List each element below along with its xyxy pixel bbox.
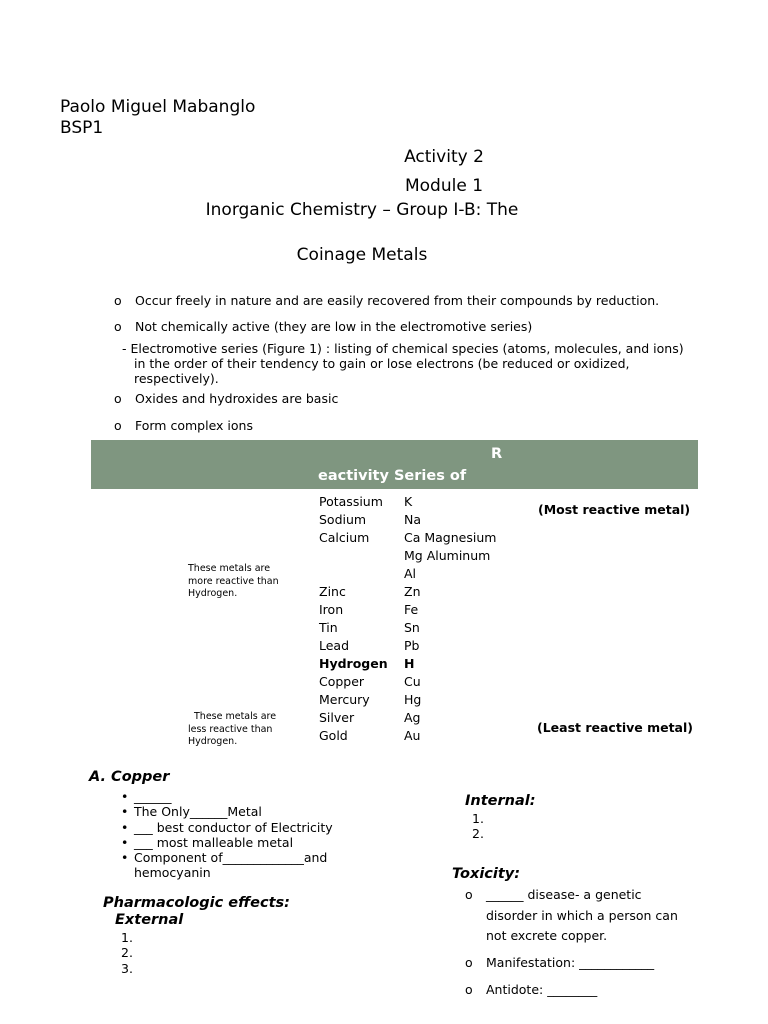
metal-symbol: Fe	[404, 602, 419, 617]
note-line: less reactive than	[188, 723, 273, 735]
metal-symbol: K	[404, 494, 413, 509]
definition-line: respectively).	[134, 371, 219, 386]
internal-heading: Internal:	[465, 793, 536, 809]
copper-list	[121, 789, 333, 881]
bullet-marker: o	[465, 982, 473, 997]
list-item-text: ___ most malleable metal	[134, 834, 294, 850]
list-item	[121, 789, 333, 804]
author-name: Paolo Miguel Mabanglo	[60, 97, 256, 117]
metal-name-column	[319, 493, 388, 745]
most-reactive-label: (Most reactive metal)	[538, 502, 691, 517]
internal-list	[472, 811, 484, 842]
bullet-dot-icon: •	[121, 789, 129, 804]
metal-symbol: Cu	[404, 674, 421, 689]
list-item	[121, 835, 333, 850]
bullet-text: Form complex ions	[135, 418, 253, 433]
note-line: Hydrogen.	[188, 588, 238, 599]
list-item	[121, 804, 333, 819]
metal-name	[319, 547, 388, 565]
class-section: BSP1	[60, 118, 104, 138]
metal-name: Zinc	[319, 584, 346, 599]
metal-name: Calcium	[319, 530, 370, 545]
metal-name: Sodium	[319, 512, 367, 527]
toxicity-text: Manifestation: ____________	[486, 955, 655, 970]
list-item-text: ______	[134, 789, 172, 804]
more-reactive-note	[188, 563, 279, 601]
bullet-marker: o	[114, 319, 122, 334]
note-line: more reactive than	[188, 575, 279, 587]
bullet-marker: o	[465, 955, 473, 970]
external-heading: External	[115, 912, 184, 928]
external-list	[121, 930, 133, 976]
bullet-text: Not chemically active (they are low in the electromotive series)	[135, 319, 533, 334]
list-item: 1.	[472, 811, 484, 826]
toxicity-text: ______ disease- a genetic disorder in which a person can not excrete copper.	[486, 887, 678, 943]
list-item	[121, 820, 333, 835]
metal-name: Iron	[319, 602, 344, 617]
copper-heading: A. Copper	[89, 769, 170, 785]
list-item	[121, 850, 333, 865]
note-line: These metals are	[188, 563, 271, 574]
pharmacologic-heading: Pharmacologic effects:	[103, 895, 290, 911]
bullet-marker: o	[465, 887, 473, 902]
metal-symbol: Zn	[404, 584, 421, 599]
bullet-marker: o	[114, 418, 122, 433]
metal-symbol: Hg	[404, 692, 422, 707]
metal-name: Hydrogen	[319, 656, 388, 671]
metal-name: Tin	[319, 620, 338, 635]
metal-symbol: Ca Magnesium	[404, 530, 497, 545]
bullet-dot-icon: •	[121, 804, 129, 820]
bullet-dot-icon: •	[121, 850, 129, 866]
bullet-text: Occur freely in nature and are easily recovered from their compounds by reduction.	[135, 293, 660, 308]
metal-symbol: Pb	[404, 638, 420, 653]
toxicity-text: Antidote: ________	[486, 982, 598, 997]
metal-name	[319, 565, 388, 583]
metal-name: Lead	[319, 638, 350, 653]
list-item: 2.	[121, 945, 133, 961]
least-reactive-label: (Least reactive metal)	[537, 720, 693, 735]
definition-line: - Electromotive series (Figure 1) : listing of chemical species (atoms, molecules, and ions)	[122, 341, 684, 356]
metal-name: Copper	[319, 674, 365, 689]
less-reactive-note	[188, 711, 276, 749]
metal-symbol-column	[404, 493, 496, 745]
metal-symbol: Ag	[404, 710, 421, 725]
metal-symbol: Al	[404, 566, 417, 581]
list-item-text: Component of_____________and	[134, 850, 328, 866]
topic-title: Coinage Metals	[296, 245, 428, 265]
bullet-dot-icon: •	[121, 834, 129, 850]
banner-initial: R	[491, 446, 503, 462]
metal-symbol: Au	[404, 728, 421, 743]
electromotive-definition	[122, 341, 702, 386]
metal-name: Gold	[319, 728, 348, 743]
list-item: 1.	[121, 930, 133, 945]
bullet-dot-icon: •	[121, 819, 129, 835]
subject-title: Inorganic Chemistry – Group I-B: The	[205, 200, 519, 220]
list-item: 2.	[472, 826, 484, 842]
list-item-text: hemocyanin	[134, 865, 211, 881]
reactivity-banner	[91, 440, 698, 489]
bullet-text: Oxides and hydroxides are basic	[135, 391, 339, 406]
metal-name: Mercury	[319, 692, 370, 707]
list-item-text: ___ best conductor of Electricity	[134, 819, 333, 835]
bullet-marker: o	[114, 293, 122, 308]
metal-symbol: Sn	[404, 620, 420, 635]
banner-title: eactivity Series of	[318, 468, 467, 484]
list-item-continuation	[121, 865, 333, 880]
activity-title: Activity 2	[404, 147, 484, 167]
metal-name: Potassium	[319, 494, 383, 509]
definition-line: in the order of their tendency to gain or lose electrons (be reduced or oxidized,	[134, 356, 630, 371]
list-item: 3.	[121, 960, 133, 976]
note-line: Hydrogen.	[188, 736, 238, 747]
note-line: These metals are	[194, 711, 277, 722]
metal-name: Silver	[319, 710, 355, 725]
metal-symbol: Mg Aluminum	[404, 548, 491, 563]
toxicity-heading: Toxicity:	[452, 866, 521, 882]
list-item-text: The Only______Metal	[134, 804, 262, 820]
module-title: Module 1	[404, 176, 484, 196]
metal-symbol: H	[404, 656, 415, 671]
metal-symbol: Na	[404, 512, 422, 527]
bullet-marker: o	[114, 391, 122, 406]
